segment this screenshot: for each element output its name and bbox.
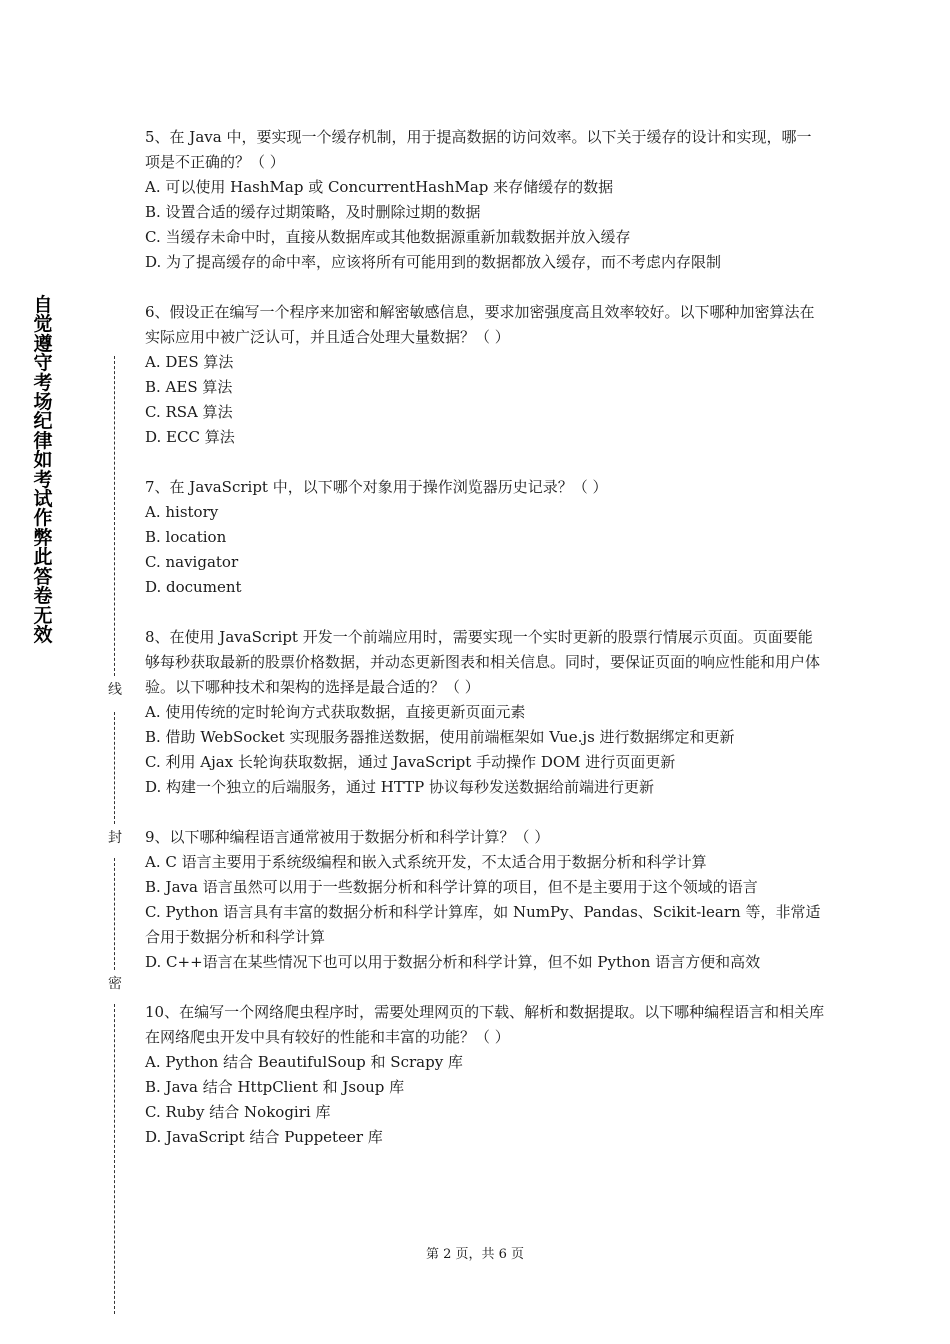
option-d: D. 为了提高缓存的命中率，应该将所有可能用到的数据都放入缓存，而不考虑内存限制 <box>145 253 722 271</box>
option-a: A. 使用传统的定时轮询方式获取数据，直接更新页面元素 <box>145 703 526 721</box>
option-d: D. 构建一个独立的后端服务，通过 HTTP 协议每秒发送数据给前端进行更新 <box>145 778 655 796</box>
option-c: C. 当缓存未命中时，直接从数据库或其他数据源重新加载数据并放入缓存 <box>145 228 631 246</box>
notice-char: 如 <box>33 449 53 472</box>
exam-discipline-notice <box>30 296 56 645</box>
notice-char: 此 <box>33 546 53 569</box>
notice-char: 卷 <box>33 585 53 608</box>
question-stem: 6、假设正在编写一个程序来加密和解密敏感信息，要求加密强度高且效率较好。以下哪种加密算法在实际应用中被广泛认可，并且适合处理大量数据？（ ） <box>145 303 815 346</box>
question-9 <box>145 825 825 975</box>
question-list <box>145 125 825 1175</box>
binding-dash-line-4 <box>114 1004 115 1314</box>
seal-label-seal: 封 <box>108 830 122 846</box>
option-c: C. navigator <box>145 553 239 571</box>
option-c: C. RSA 算法 <box>145 403 233 421</box>
option-b: B. Java 结合 HttpClient 和 Jsoup 库 <box>145 1078 405 1096</box>
notice-char: 律 <box>33 429 53 452</box>
notice-char: 试 <box>33 488 53 511</box>
question-7 <box>145 475 825 600</box>
notice-char: 考 <box>33 371 53 394</box>
option-b: B. Java 语言虽然可以用于一些数据分析和科学计算的项目，但不是主要用于这个领域的语言 <box>145 878 758 896</box>
notice-char: 效 <box>33 623 53 646</box>
question-stem: 10、在编写一个网络爬虫程序时，需要处理网页的下载、解析和数据提取。以下哪种编程语言和相关库在网络爬虫开发中具有较好的性能和丰富的功能？（ ） <box>145 1003 825 1046</box>
option-c: C. Ruby 结合 Nokogiri 库 <box>145 1103 331 1121</box>
notice-char: 守 <box>33 352 53 375</box>
notice-char: 答 <box>33 565 53 588</box>
question-6 <box>145 300 825 450</box>
option-a: A. 可以使用 HashMap 或 ConcurrentHashMap 来存储缓存的数据 <box>145 178 614 196</box>
notice-char: 考 <box>33 468 53 491</box>
question-stem: 7、在 JavaScript 中，以下哪个对象用于操作浏览器历史记录？（ ） <box>145 478 608 496</box>
option-d: D. JavaScript 结合 Puppeteer 库 <box>145 1128 383 1146</box>
notice-char: 场 <box>33 391 53 414</box>
notice-char: 遵 <box>33 332 53 355</box>
notice-char: 无 <box>33 604 53 627</box>
binding-dash-line-1 <box>114 356 115 676</box>
option-d: D. C++语言在某些情况下也可以用于数据分析和科学计算，但不如 Python 语言方便和高效 <box>145 953 761 971</box>
question-5 <box>145 125 825 275</box>
question-stem: 8、在使用 JavaScript 开发一个前端应用时，需要实现一个实时更新的股票行情展示页面。页面要能够每秒获取最新的股票价格数据，并动态更新图表和相关信息。同时，要保证页面的响应性能和用户体验。以下哪种技术和架构的选择是最合适的？（ ） <box>145 628 821 696</box>
page-number: 第 2 页，共 6 页 <box>425 1247 525 1262</box>
option-b: B. location <box>145 528 227 546</box>
option-c: C. 利用 Ajax 长轮询获取数据，通过 JavaScript 手动操作 DOM 进行页面更新 <box>145 753 676 771</box>
question-8 <box>145 625 825 800</box>
seal-label-secret: 密 <box>108 976 122 992</box>
question-10 <box>145 1000 825 1150</box>
option-a: A. history <box>145 503 219 521</box>
binding-dash-line-2 <box>114 712 115 824</box>
option-a: A. Python 结合 BeautifulSoup 和 Scrapy 库 <box>145 1053 463 1071</box>
binding-dash-line-3 <box>114 858 115 970</box>
option-d: D. ECC 算法 <box>145 428 235 446</box>
notice-char: 觉 <box>33 313 53 336</box>
question-stem: 9、以下哪种编程语言通常被用于数据分析和科学计算？（ ） <box>145 828 550 846</box>
option-b: B. 借助 WebSocket 实现服务器推送数据，使用前端框架如 Vue.js 进行数据绑定和更新 <box>145 728 735 746</box>
seal-label-line: 线 <box>108 682 122 698</box>
question-stem: 5、在 Java 中，要实现一个缓存机制，用于提高数据的访问效率。以下关于缓存的设计和实现，哪一项是不正确的？（ ） <box>145 128 812 171</box>
notice-char: 作 <box>33 507 53 530</box>
notice-char: 纪 <box>33 410 53 433</box>
option-b: B. 设置合适的缓存过期策略，及时删除过期的数据 <box>145 203 481 221</box>
notice-char: 自 <box>33 294 53 316</box>
option-c: C. Python 语言具有丰富的数据分析和科学计算库，如 NumPy、Pandas、Scikit-learn 等，非常适合用于数据分析和科学计算 <box>145 903 821 946</box>
option-a: A. DES 算法 <box>145 353 234 371</box>
option-a: A. C 语言主要用于系统级编程和嵌入式系统开发，不太适合用于数据分析和科学计算 <box>145 853 707 871</box>
option-d: D. document <box>145 578 242 596</box>
notice-char: 弊 <box>33 526 53 549</box>
option-b: B. AES 算法 <box>145 378 233 396</box>
